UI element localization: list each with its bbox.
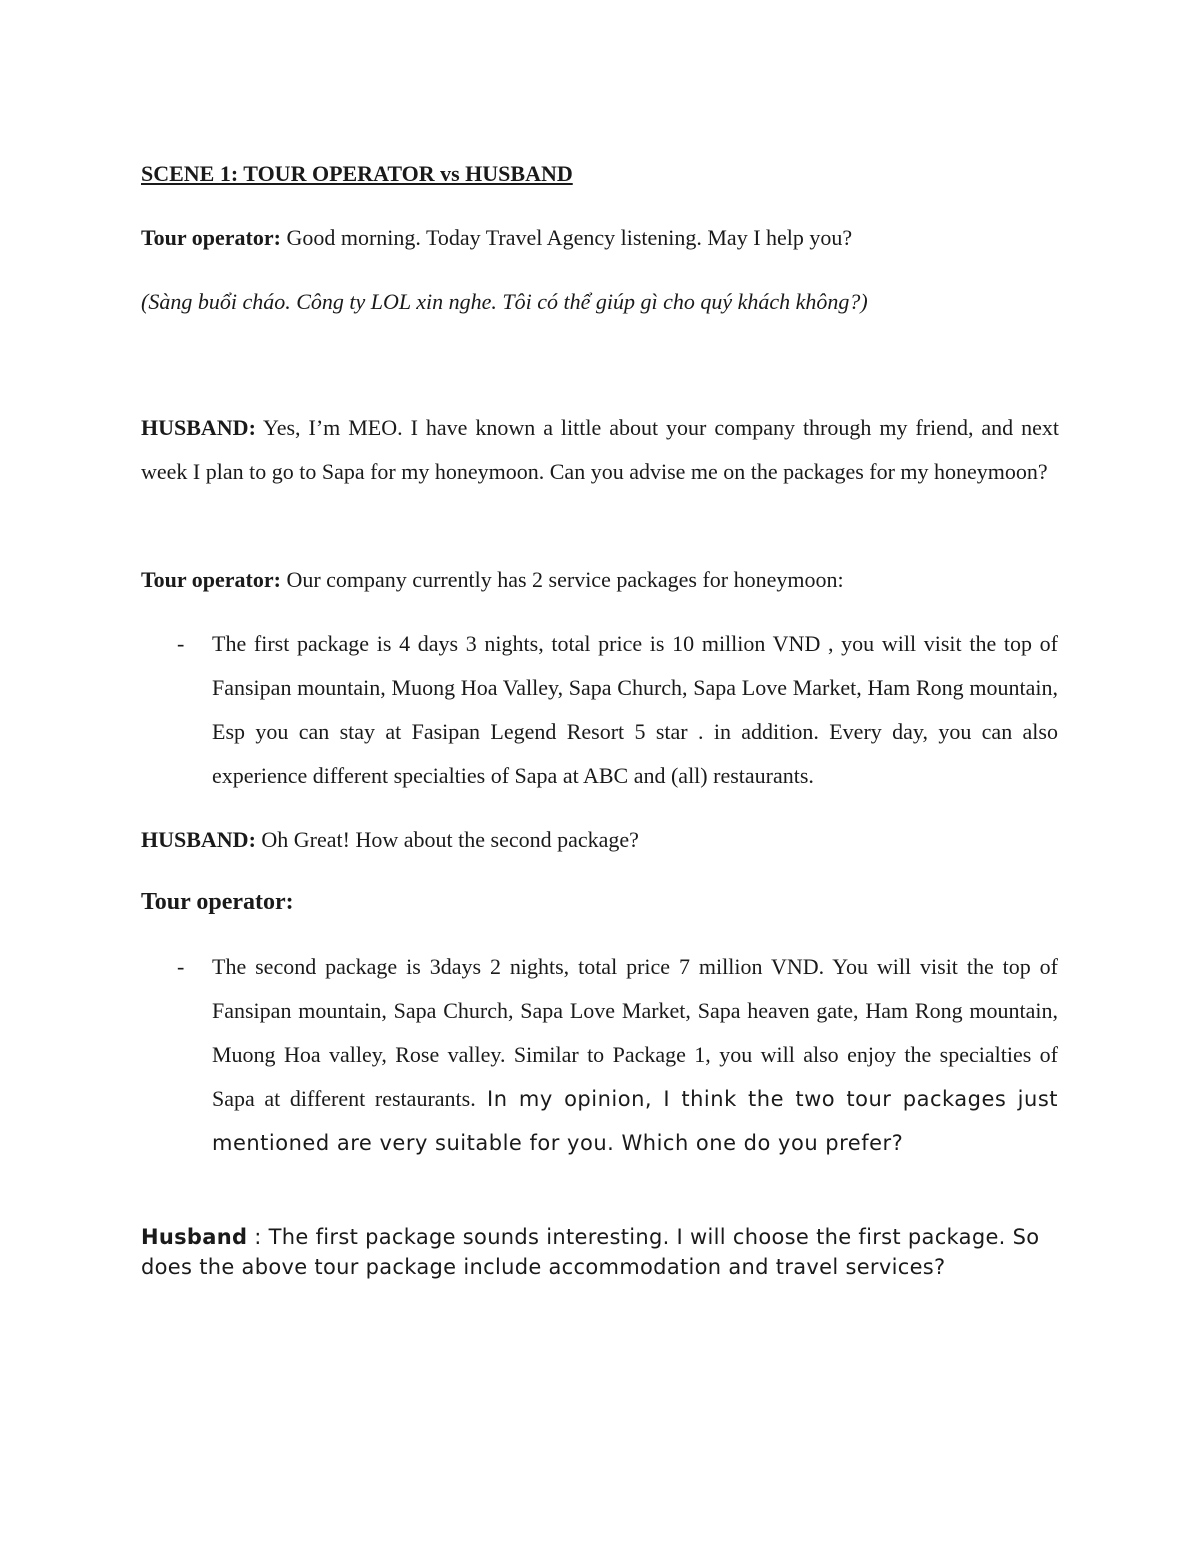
dialogue-text: Good morning. Today Travel Agency listening. May I help you?: [280, 225, 853, 250]
dialogue-text: Our company currently has 2 service packages for honeymoon:: [280, 567, 844, 592]
paragraph-tour-operator-packages: [141, 566, 1059, 594]
speaker-label: HUSBAND:: [141, 827, 256, 852]
list-bullet-dash: -: [177, 631, 185, 656]
list-bullet-dash: -: [177, 954, 185, 979]
paragraph-husband-choice: [141, 1222, 1059, 1282]
list-item-text-serif: The second package is 3days 2 nights, total price 7 million VND. You will visit the top of Fansipan mountain, Sapa Church, Sapa Love Market, Sapa heaven gate, Ham Rong mountain, Muong Hoa valley, Rose valley. Similar to Package 1, you will also enjoy the specialties of Sapa at different restaurants.: [212, 954, 1058, 1111]
paragraph-husband-question: [141, 826, 1059, 854]
dialogue-text: Oh Great! How about the second package?: [255, 827, 639, 852]
speaker-label: Tour operator:: [141, 225, 281, 250]
paragraph-tour-operator-greeting: [141, 224, 1059, 252]
speaker-label: Husband: [141, 1225, 248, 1249]
speaker-label: HUSBAND:: [141, 415, 256, 440]
paragraph-husband-intro: [141, 406, 1059, 494]
paragraph-translation: (Sàng buổi cháo. Công ty LOL xin nghe. Tôi có thể giúp gì cho quý khách không?): [141, 289, 868, 314]
dialogue-text: : The first package sounds interesting. I will choose the first package. So does the above tour package include accommodation and travel services?: [141, 1225, 1040, 1279]
dialogue-text: Yes, I’m MEO. I have known a little about your company through my friend, and next week I plan to go to Sapa for my honeymoon. Can you advise me on the packages for my honeymoon?: [141, 415, 1059, 484]
list-item-text: The first package is 4 days 3 nights, total price is 10 million VND , you will visit the top of Fansipan mountain, Muong Hoa Valley, Sapa Church, Sapa Love Market, Ham Rong mountain, Esp you can stay at Fasipan Legend Resort 5 star . in addition. Every day, you can also experience different specialties of Sapa at ABC and (all) restaurants.: [212, 631, 1058, 788]
scene-title: SCENE 1: TOUR OPERATOR vs HUSBAND: [141, 161, 573, 186]
list-item-text: [212, 945, 1058, 1165]
list-item-text-sans: In my opinion, I think the two tour packages just mentioned are very suitable for you. Which one do you prefer?: [212, 1087, 1058, 1155]
speaker-heading: Tour operator:: [141, 889, 294, 915]
speaker-label: Tour operator:: [141, 567, 281, 592]
